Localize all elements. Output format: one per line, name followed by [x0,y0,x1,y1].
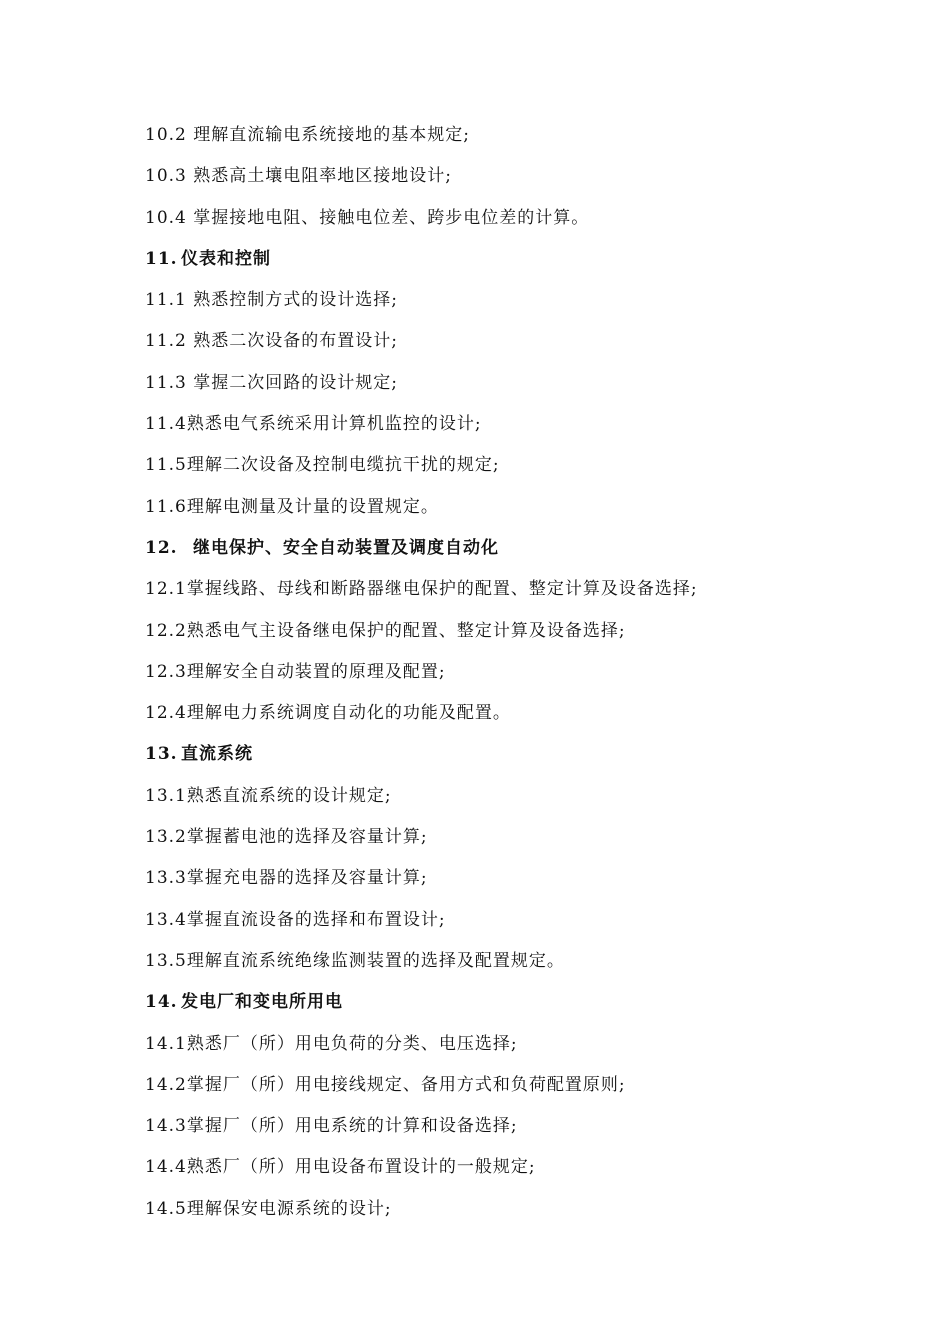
document-body [145,121,865,1236]
list-item: 10.4 掌握接地电阻、接触电位差、跨步电位差的计算。 [145,207,590,228]
list-item: 12.1掌握线路、母线和断路器继电保护的配置、整定计算及设备选择; [145,579,698,600]
list-item: 11.4熟悉电气系统采用计算机监控的设计; [145,414,482,435]
list-item: 11.5理解二次设备及控制电缆抗干扰的规定; [145,455,500,476]
list-item: 11.1 熟悉控制方式的设计选择; [145,290,398,311]
list-item: 12.4理解电力系统调度自动化的功能及配置。 [145,703,511,724]
section-number: 14. [145,992,178,1013]
list-item: 11.3 掌握二次回路的设计规定; [145,372,398,393]
list-item: 11.6理解电测量及计量的设置规定。 [145,496,439,517]
section-number: 12. [145,537,178,558]
section-number: 11. [145,248,178,269]
list-item: 10.3 熟悉高土壤电阻率地区接地设计; [145,166,452,187]
list-item: 14.1熟悉厂（所）用电负荷的分类、电压选择; [145,1033,518,1054]
section-heading-14 [145,988,865,1029]
list-item: 14.4熟悉厂（所）用电设备布置设计的一般规定; [145,1157,536,1178]
section-heading-13 [145,740,865,781]
list-item: 14.5理解保安电源系统的设计; [145,1198,392,1219]
section-heading-12 [145,534,865,575]
section-title: 继电保护、安全自动装置及调度自动化 [193,537,499,558]
section-title: 发电厂和变电所用电 [181,992,343,1013]
section-heading-11 [145,245,865,286]
section-number: 13. [145,744,178,765]
list-item: 11.2 熟悉二次设备的布置设计; [145,331,398,352]
list-item: 13.2掌握蓄电池的选择及容量计算; [145,827,428,848]
list-item: 13.4掌握直流设备的选择和布置设计; [145,909,446,930]
section-title: 仪表和控制 [181,248,271,269]
list-item: 13.5理解直流系统绝缘监测装置的选择及配置规定。 [145,950,565,971]
list-item: 12.3理解安全自动装置的原理及配置; [145,661,446,682]
section-title: 直流系统 [181,744,253,765]
list-item: 13.3掌握充电器的选择及容量计算; [145,868,428,889]
list-item: 14.3掌握厂（所）用电系统的计算和设备选择; [145,1116,518,1137]
list-item: 10.2 理解直流输电系统接地的基本规定; [145,125,470,145]
list-item: 14.2掌握厂（所）用电接线规定、备用方式和负荷配置原则; [145,1074,626,1095]
list-item: 12.2熟悉电气主设备继电保护的配置、整定计算及设备选择; [145,620,626,641]
list-item: 13.1熟悉直流系统的设计规定; [145,785,392,806]
